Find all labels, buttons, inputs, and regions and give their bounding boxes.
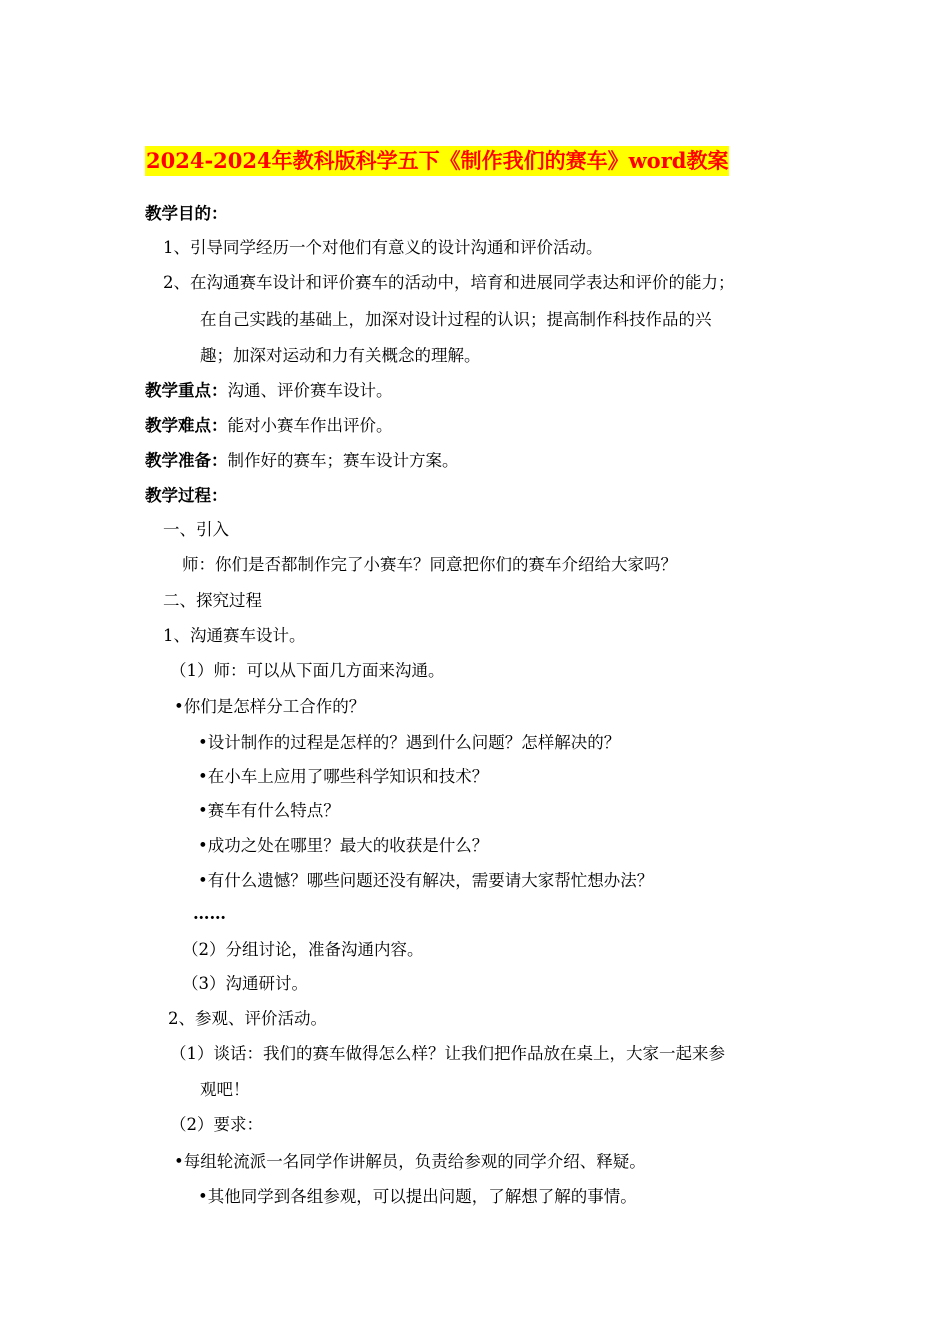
objective-item-continued: 趣；加深对运动和力有关概念的理解。 xyxy=(200,346,481,365)
process-line: （1）谈话：我们的赛车做得怎么样？让我们把作品放在桌上，大家一起来参 xyxy=(170,1044,725,1063)
process-bullet: •设计制作的过程是怎样的？遇到什么问题？怎样解决的？ xyxy=(198,733,621,752)
process-line-continued: 观吧！ xyxy=(200,1080,250,1099)
process-line: （3）沟通研讨。 xyxy=(182,974,308,993)
process-line: 一、引入 xyxy=(163,520,229,539)
objectives-heading: 教学目的： xyxy=(145,204,228,223)
preparation-line xyxy=(145,449,459,473)
process-line: 2、参观、评价活动。 xyxy=(168,1009,327,1028)
preparation-text: 制作好的赛车；赛车设计方案。 xyxy=(227,451,459,470)
process-heading: 教学过程： xyxy=(145,486,228,505)
difficulty-text: 能对小赛车作出评价。 xyxy=(227,416,393,435)
process-line: （1）师：可以从下面几方面来沟通。 xyxy=(170,661,445,680)
process-line: （2）要求： xyxy=(170,1115,263,1134)
key-point-text: 沟通、评价赛车设计。 xyxy=(227,381,393,400)
key-point-label: 教学重点： xyxy=(145,381,228,400)
process-bullet: •成功之处在哪里？最大的收获是什么？ xyxy=(198,836,489,855)
objective-item: 1、引导同学经历一个对他们有意义的设计沟通和评价活动。 xyxy=(163,238,603,257)
difficulty-line xyxy=(145,414,393,438)
process-bullet: •有什么遗憾？哪些问题还没有解决，需要请大家帮忙想办法？ xyxy=(198,871,654,890)
objective-item-continued: 在自己实践的基础上，加深对设计过程的认识；提高制作科技作品的兴 xyxy=(200,310,712,329)
process-line: 二、探究过程 xyxy=(163,591,262,610)
difficulty-label: 教学难点： xyxy=(145,416,228,435)
preparation-label: 教学准备： xyxy=(145,451,228,470)
process-line: 师：你们是否都制作完了小赛车？同意把你们的赛车介绍给大家吗？ xyxy=(182,555,677,574)
process-bullet: •每组轮流派一名同学作讲解员，负责给参观的同学介绍、释疑。 xyxy=(174,1152,646,1171)
document-title: 2024-2024年教科版科学五下《制作我们的赛车》word教案 xyxy=(145,146,729,176)
process-line: （2）分组讨论，准备沟通内容。 xyxy=(182,940,424,959)
process-bullet: •在小车上应用了哪些科学知识和技术？ xyxy=(198,767,489,786)
process-line: 1、沟通赛车设计。 xyxy=(163,626,306,645)
process-ellipsis: …… xyxy=(193,904,226,923)
process-bullet: •你们是怎样分工合作的？ xyxy=(174,697,366,716)
process-bullet: •其他同学到各组参观，可以提出问题，了解想了解的事情。 xyxy=(198,1187,637,1206)
process-bullet: •赛车有什么特点？ xyxy=(198,801,340,820)
key-point-line xyxy=(145,379,393,403)
objective-item: 2、在沟通赛车设计和评价赛车的活动中，培育和进展同学表达和评价的能力； xyxy=(163,273,735,292)
